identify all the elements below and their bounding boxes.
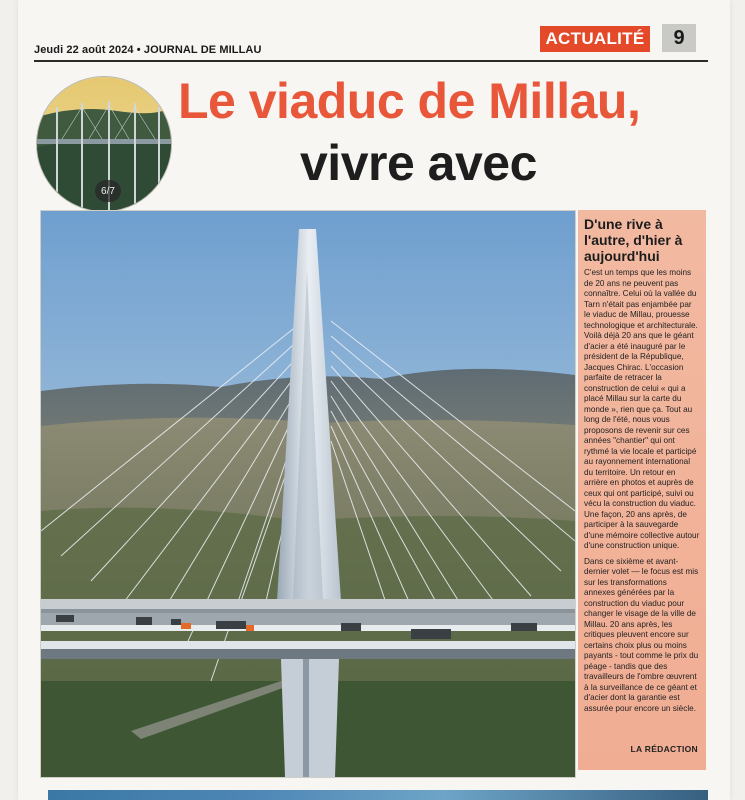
- thumbnail-badge: 6/7: [95, 180, 121, 202]
- page-number: 9: [662, 24, 696, 52]
- dateline: Jeudi 22 août 2024 • JOURNAL DE MILLAU: [34, 44, 262, 56]
- newspaper-page: [18, 0, 730, 800]
- headline-line-2: vivre avec: [300, 135, 537, 191]
- header-rule: [34, 60, 708, 62]
- sidebar-box: [578, 210, 706, 770]
- section-badge: ACTUALITÉ: [540, 26, 650, 52]
- sidebar-title: D'une rive à l'autre, d'hier à aujourd'hui: [584, 216, 683, 264]
- sidebar-paragraph-2: Dans ce sixième et avant-dernier volet — le focus est mis sur les transformations annexes générées par la construction du viaduc pour changer le visage de la ville de Millau. 20 ans après, les critiques pleuvent encore sur certains choix plus ou moins payants - tout comme le prix du péage - tandis que des travailleurs de l'ombre œuvrent à la surveillance de ce géant et d'acier dont la garantie est assurée pour encore un siècle.: [584, 556, 699, 713]
- next-photo-strip: [48, 790, 708, 800]
- sidebar-signature: LA RÉDACTION: [630, 744, 698, 754]
- sidebar-paragraph-1: C'est un temps que les moins de 20 ans ne peuvent pas connaître. Celui où la vallée du Tarn n'était pas enjambée par le viaduc de Millau, prouesse technologique et architecturale. Voilà déjà 20 ans que le géant d'acier a été inauguré par le président de la République, Jacques Chirac. L'occasion parfaite de retracer la construction de celui « qui a placé Millau sur la carte du monde », rien que ça. Tout au long de l'été, nous vous proposons de revenir sur ces années "chantier" qui ont rythmé la vie locale et participé au rayonnement international du territoire. Un retour en arrière en photos et auprès de ceux qui ont participé, suivi ou vécu la construction du viaduc. Une façon, 20 ans après, de participer à la sauvegarde d'une mémoire collective autour d'une construction unique.: [584, 268, 700, 550]
- viaduct-photo-image: [41, 211, 575, 777]
- headline-line-1: Le viaduc de Millau,: [178, 73, 641, 129]
- viaduct-photo: [40, 210, 576, 778]
